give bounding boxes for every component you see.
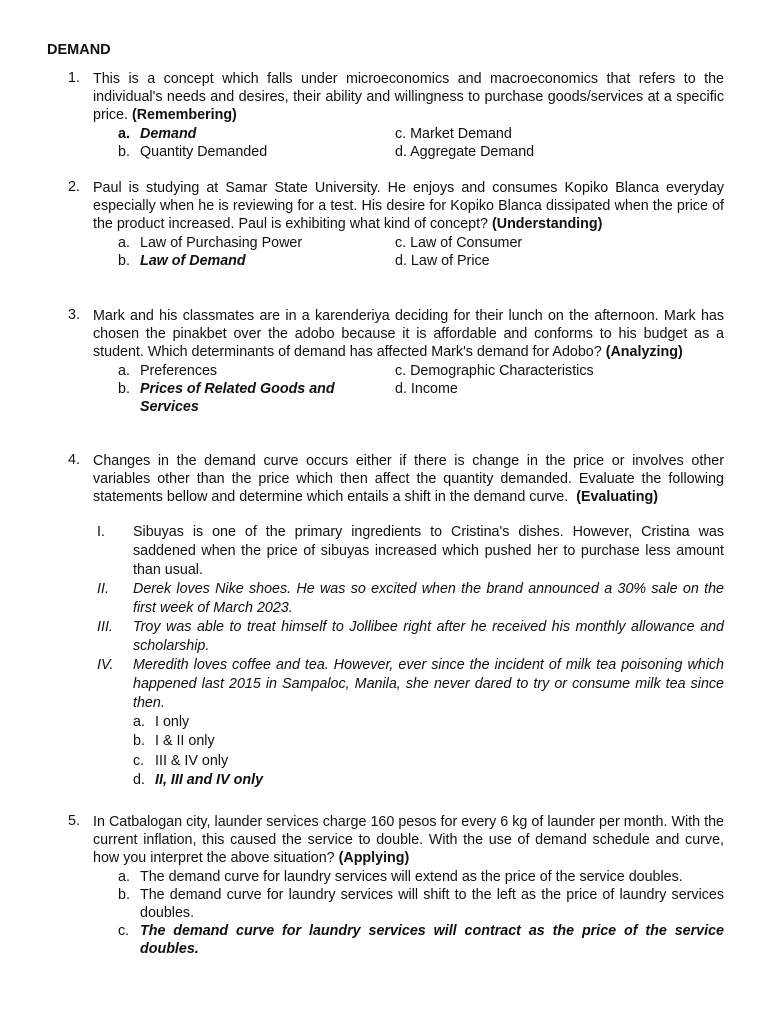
bloom-tag: (Evaluating) xyxy=(576,489,659,506)
bloom-tag: (Understanding) xyxy=(491,216,603,233)
option-b: b. The demand curve for laundry services will shift to the left as the price of laundry services doubles. xyxy=(118,886,724,922)
question-5 xyxy=(68,813,724,959)
option-c: c. Law of Consumer xyxy=(395,234,523,251)
question-number: 3. xyxy=(68,307,80,323)
question-number: 2. xyxy=(68,179,80,195)
option-a: a. Preferences xyxy=(118,362,218,379)
question-text: This is a concept which falls under microeconomics and macroeconomics that refers to the individual's needs and desires, their ability and willingness to purchase goods/services at a specific price. (Remembering) xyxy=(93,71,724,124)
question-text: Changes in the demand curve occurs either if there is change in the price or involves other variables other than the price which then affect the quantity demanded. Evaluate the following statements bellow and determine which entails a shift in the demand curve. (Evaluating) xyxy=(93,453,724,506)
option-a: a. Demand xyxy=(118,125,197,142)
question-number: 1. xyxy=(68,70,80,86)
option-a: a. Law of Purchasing Power xyxy=(118,234,303,251)
option-a: a. I only xyxy=(133,713,190,730)
question-1 xyxy=(68,70,724,161)
question-text: Mark and his classmates are in a karenderiya deciding for their lunch on the afternoon. Mark has chosen the pinakbet over the adobo because it is affordable and conforms to his budget as a student. Which determinants of demand has affected Mark's demand for Adobo? (Analyzing) xyxy=(93,308,724,361)
bloom-tag: (Applying) xyxy=(338,850,410,867)
question-number: 5. xyxy=(68,813,80,829)
statement-2: II. Derek loves Nike shoes. He was so excited when the brand announced a 30% sale on the first week of March 2023. xyxy=(97,580,724,616)
section-heading: DEMAND xyxy=(47,42,111,58)
statement-3: III. Troy was able to treat himself to Jollibee right after he received his monthly allowance and scholarship. xyxy=(97,618,724,654)
option-d: d. Law of Price xyxy=(395,252,490,269)
option-b: b. Prices of Related Goods and Services xyxy=(118,380,335,415)
bloom-tag: (Remembering) xyxy=(131,107,237,124)
option-list xyxy=(133,713,724,791)
bloom-tag: (Analyzing) xyxy=(605,344,683,361)
option-d: d. Aggregate Demand xyxy=(395,143,535,160)
option-b: b. I & II only xyxy=(133,733,215,750)
option-list xyxy=(118,362,724,417)
statement-4: IV. Meredith loves coffee and tea. However, ever since the incident of milk tea poisoning which happened last 2015 in Sampaloc, Manila, she never dared to try or consume milk tea since then. xyxy=(97,656,724,711)
question-3 xyxy=(68,307,724,416)
option-c: c. Market Demand xyxy=(395,125,512,142)
question-number: 4. xyxy=(68,452,80,468)
statement-1: I. Sibuyas is one of the primary ingredients to Cristina's dishes. However, Cristina was saddened when the price of sibuyas increased which pushed her to purchase less amount than usual. xyxy=(97,523,724,578)
question-2 xyxy=(68,179,724,270)
option-b: b. Law of Demand xyxy=(118,252,246,269)
option-a: a. The demand curve for laundry services will extend as the price of the service doubles. xyxy=(118,868,683,885)
option-list xyxy=(118,125,724,161)
option-c: c. Demographic Characteristics xyxy=(395,362,594,379)
question-text: Paul is studying at Samar State University. He enjoys and consumes Kopiko Blanca everyday especially when he is reviewing for a test. His desire for Kopiko Blanca dissipated when the price of the product increased. Paul is exhibiting what kind of concept? (Understanding) xyxy=(93,180,724,233)
option-c: c. The demand curve for laundry services will contract as the price of the service doubles. xyxy=(118,923,724,958)
option-b: b. Quantity Demanded xyxy=(118,143,268,160)
option-d: d. Income xyxy=(395,380,458,397)
question-text: In Catbalogan city, launder services charge 160 pesos for every 6 kg of launder per month. With the current inflation, this caused the service to double. With the use of demand schedule and curve, how you interpret the above situation? (Applying) xyxy=(93,814,724,867)
option-c: c. III & IV only xyxy=(133,752,229,769)
question-4 xyxy=(68,452,724,791)
option-list xyxy=(118,234,724,270)
option-d: d. II, III and IV only xyxy=(133,772,264,789)
